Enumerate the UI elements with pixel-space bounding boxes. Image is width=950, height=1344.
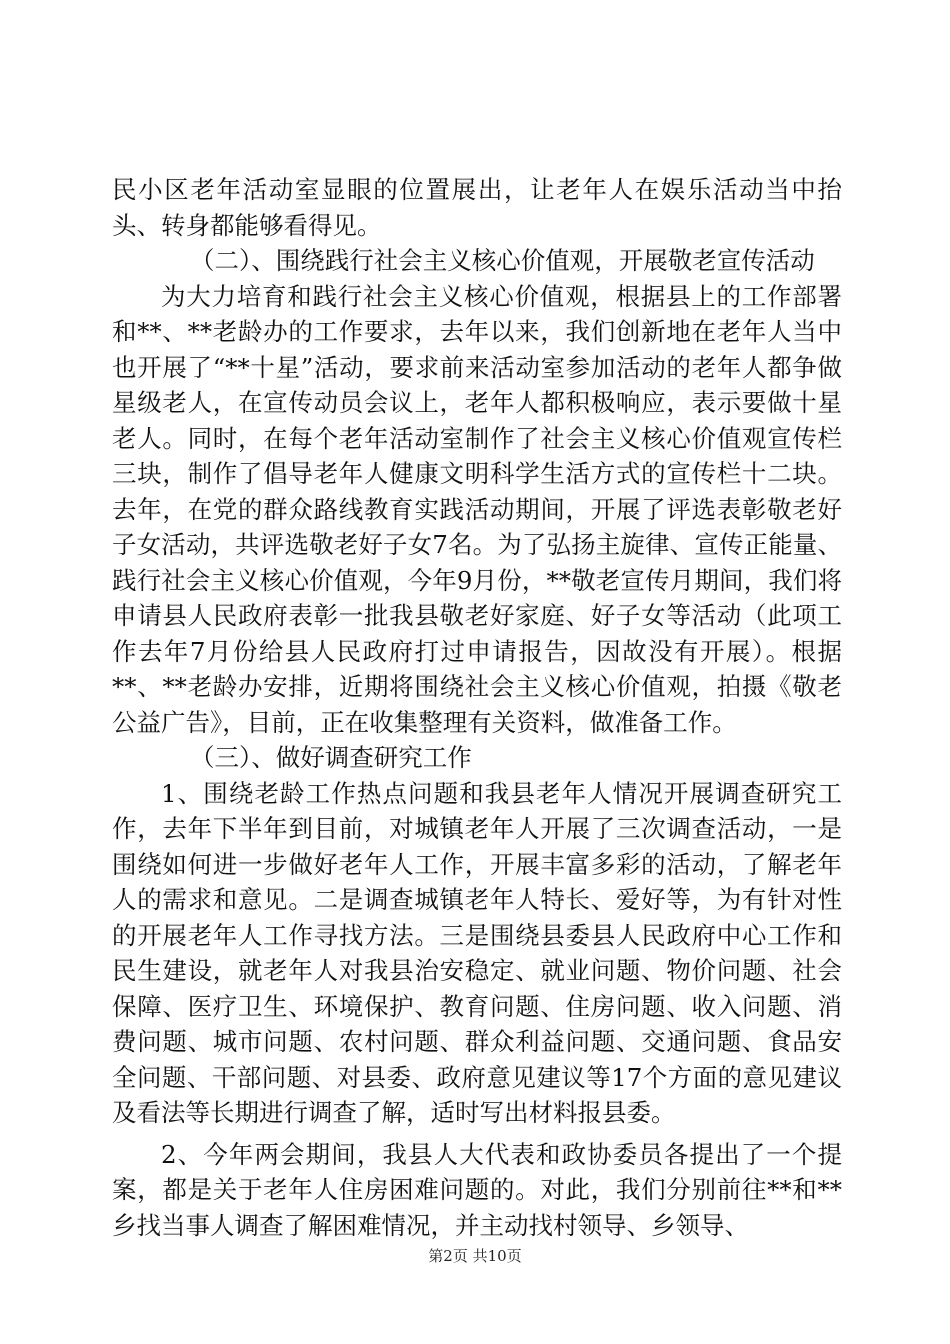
section-heading-3: （三）、做好调查研究工作 xyxy=(190,743,472,772)
paragraph-research-1: 1、围绕老龄工作热点问题和我县老年人情况开展调查研究工作，去年下半年到目前，对城镇老年人开展了三次调查活动，一是围绕如何进一步做好老年人工作，开展丰富多彩的活动，了解老年人的需求和意见。二是调查城镇老年人特长、爱好等，为有针对性的开展老年人工作寻找方法。三是围绕县委县人民政府中心工作和民生建设，就老年人对我县治安稳定、就业问题、物价问题、社会保障、医疗卫生、环境保护、教育问题、住房问题、收入问题、消费问题、城市问题、农村问题、群众利益问题、交通问题、食品安全问题、干部问题、对县委、政府意见建议等17个方面的意见建议及看法等长期进行调查了解，适时写出材料报县委。 xyxy=(112,778,842,1127)
page-footer: 第2页 共10页 xyxy=(428,1247,522,1265)
paragraph-values: 为大力培育和践行社会主义核心价值观，根据县上的工作部署和**、**老龄办的工作要求，去年以来，我们创新地在老年人当中也开展了“**十星”活动，要求前来活动室参加活动的老年人都争做星级老人，在宣传动员会议上，老年人都积极响应，表示要做十星老人。同时，在每个老年活动室制作了社会主义核心价值观宣传栏三块，制作了倡导老年人健康文明科学生活方式的宣传栏十二块。去年，在党的群众路线教育实践活动期间，开展了评选表彰敬老好子女活动，共评选敬老好子女7名。为了弘扬主旋律、宣传正能量、践行社会主义核心价值观，今年9月份，**敬老宣传月期间，我们将申请县人民政府表彰一批我县敬老好家庭、好子女等活动（此项工作去年7月份给县人民政府打过申请报告，因故没有开展）。根据**、**老龄办安排，近期将围绕社会主义核心价值观，拍摄《敬老公益广告》，目前，正在收集整理有关资料，做准备工作。 xyxy=(112,281,842,737)
section-heading-2: （二）、围绕践行社会主义核心价值观，开展敬老宣传活动 xyxy=(190,246,815,275)
paragraph-continuation: 民小区老年活动室显眼的位置展出，让老年人在娱乐活动当中抬头、转身都能够看得见。 xyxy=(112,175,842,240)
paragraph-research-2: 2、今年两会期间，我县人大代表和政协委员各提出了一个提案，都是关于老年人住房困难问题的。对此，我们分别前往**和**乡找当事人调查了解困难情况，并主动找村领导、乡领导、 xyxy=(112,1139,842,1240)
document-body xyxy=(112,172,842,1243)
